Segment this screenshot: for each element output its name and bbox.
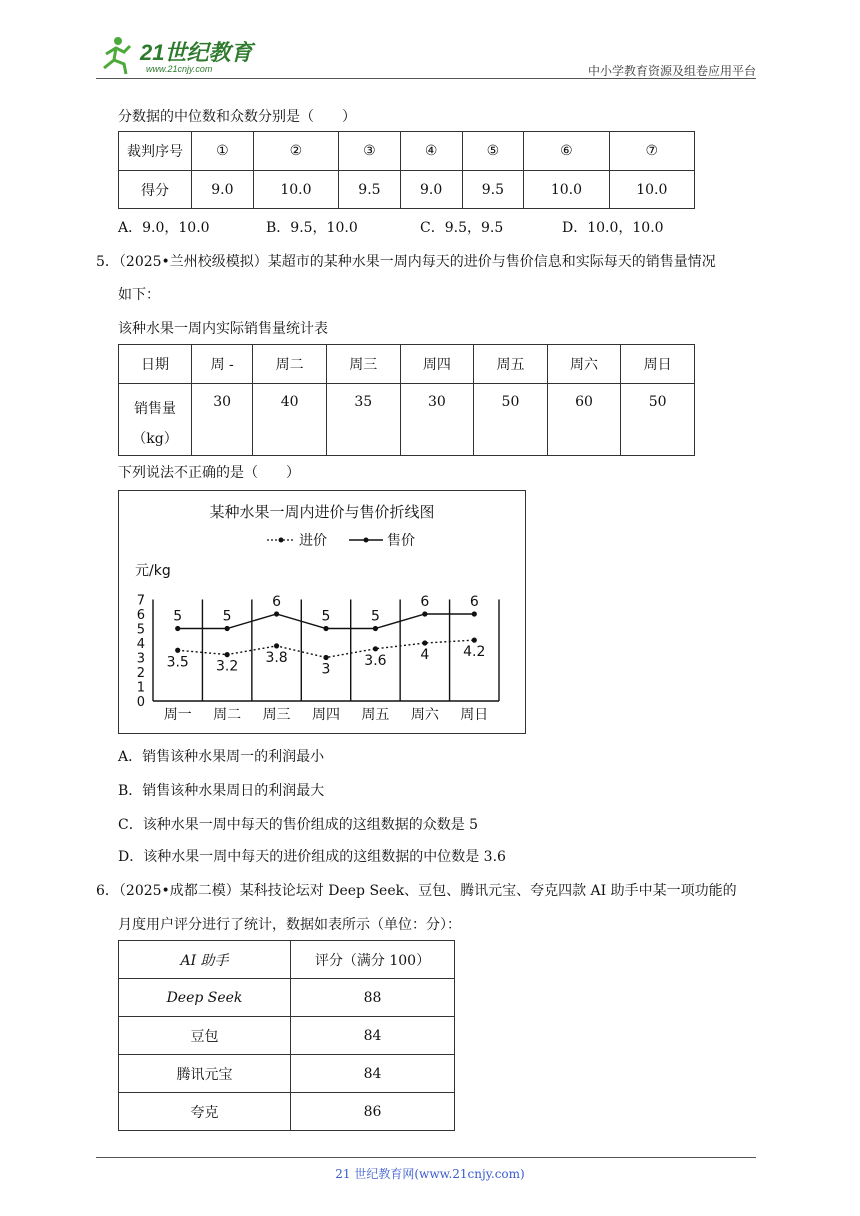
data-point <box>373 646 378 651</box>
y-axis-label: 元/kg <box>135 563 171 579</box>
site-logo <box>96 34 276 78</box>
chart-svg <box>119 491 525 733</box>
q4-lead: 分数据的中位数和众数分别是（ ） <box>118 109 356 125</box>
x-tick-label: 周日 <box>460 707 489 723</box>
table-cell: 豆包 <box>119 1017 291 1055</box>
table-cell: 50 <box>474 384 548 456</box>
footer-divider <box>96 1157 756 1158</box>
x-tick-label: 周六 <box>410 707 439 723</box>
data-point <box>274 611 279 616</box>
data-point <box>422 640 427 645</box>
table-row <box>119 979 455 1017</box>
table-cell: 周 - <box>192 345 253 384</box>
x-tick-label: 周二 <box>213 707 242 723</box>
y-tick-label: 1 <box>136 680 145 696</box>
table-cell: 40 <box>253 384 327 456</box>
q5-stem-line2: 如下： <box>118 287 160 303</box>
purchase-price-line <box>178 640 475 657</box>
table-cell: 日期 <box>119 345 192 384</box>
table-cell: 9.0 <box>400 171 462 209</box>
data-point <box>323 655 328 660</box>
table-row <box>119 1093 455 1131</box>
table-cell: 评分（满分 100） <box>291 941 455 979</box>
option-c: C．9.5，9.5 <box>420 220 504 236</box>
q5-prompt: 下列说法不正确的是（ ） <box>118 465 300 481</box>
table-cell: 84 <box>291 1017 455 1055</box>
table-cell: 88 <box>291 979 455 1017</box>
table-cell: 腾讯元宝 <box>119 1055 291 1093</box>
x-tick-label: 周五 <box>361 707 390 723</box>
table-cell: ⑦ <box>609 132 694 171</box>
x-tick-label: 周四 <box>312 707 340 723</box>
data-point <box>373 626 378 631</box>
table-cell: ④ <box>400 132 462 171</box>
option-d: D．10.0，10.0 <box>562 220 664 236</box>
q4-score-table <box>118 131 695 209</box>
legend-marker-sale <box>364 538 369 543</box>
y-tick-label: 4 <box>136 637 145 652</box>
footer-text: 21 世纪教育网(www.21cnjy.com) <box>335 1167 525 1181</box>
table-row <box>119 384 695 456</box>
data-point <box>323 626 328 631</box>
q5-option-d: D．该种水果一周中每天的进价组成的这组数据的中位数是 3.6 <box>118 849 506 865</box>
svg-text:www.21cnjy.com: www.21cnjy.com <box>146 64 213 74</box>
y-tick-label: 6 <box>136 608 145 623</box>
data-label: 6 <box>469 594 479 610</box>
sales-label: 销售量 <box>134 401 176 417</box>
data-label: 4 <box>420 647 430 663</box>
table-row <box>119 941 455 979</box>
table-cell: 周二 <box>253 345 327 384</box>
data-label: 5 <box>370 608 380 625</box>
table-row <box>119 1055 455 1093</box>
data-label: 3.6 <box>364 652 387 669</box>
table-row <box>119 171 695 209</box>
data-point <box>472 638 477 643</box>
data-point <box>225 626 230 631</box>
data-point <box>175 648 180 653</box>
header-divider <box>96 78 756 79</box>
chart-title: 某种水果一周内进价与售价折线图 <box>209 503 435 521</box>
q5-stem-line1: 5．（2025•兰州校级模拟）某超市的某种水果一周内每天的进价与售价信息和实际每天的销售量情况 <box>96 254 716 270</box>
table-cell: 10.0 <box>524 171 609 209</box>
y-tick-label: 3 <box>136 651 145 667</box>
table-cell: ① <box>192 132 254 171</box>
sales-unit: （kg） <box>132 431 178 447</box>
y-tick-label: 2 <box>136 666 145 681</box>
data-point <box>472 611 477 616</box>
table-cell: 得分 <box>119 171 192 209</box>
data-label: 3.5 <box>166 654 189 671</box>
data-label: 3 <box>321 661 331 678</box>
data-point <box>225 652 230 657</box>
table-cell: 周五 <box>474 345 548 384</box>
data-point <box>422 611 427 616</box>
table-cell: 60 <box>547 384 621 456</box>
price-line-chart <box>118 490 526 734</box>
table-row <box>119 345 695 384</box>
table-row <box>119 132 695 171</box>
table-cell: 86 <box>291 1093 455 1131</box>
y-tick-label: 7 <box>136 593 145 609</box>
table-cell: 35 <box>326 384 400 456</box>
data-label: 5 <box>173 608 183 625</box>
table-cell: ⑥ <box>524 132 609 171</box>
table-cell: 夸克 <box>119 1093 291 1131</box>
data-label: 3.8 <box>265 649 288 666</box>
x-tick-label: 周三 <box>262 707 291 723</box>
y-tick-label: 5 <box>136 622 145 638</box>
q5-option-c: C．该种水果一周中每天的售价组成的这组数据的众数是 5 <box>118 817 479 833</box>
table-cell: 10.0 <box>609 171 694 209</box>
table-cell: Deep Seek <box>119 979 291 1017</box>
table-cell: 9.5 <box>462 171 524 209</box>
table-cell: 9.0 <box>192 171 254 209</box>
platform-name: 中小学教育资源及组卷应用平台 <box>587 64 756 78</box>
data-point <box>274 643 279 648</box>
q5-sales-table <box>118 344 695 456</box>
option-b: B．9.5，10.0 <box>266 220 358 236</box>
data-label: 4.2 <box>463 644 486 661</box>
table-row <box>119 1017 455 1055</box>
table-cell: 10.0 <box>253 171 338 209</box>
option-a: A．9.0，10.0 <box>118 220 210 236</box>
data-label: 5 <box>222 608 232 625</box>
runner-icon <box>104 37 130 74</box>
data-label: 6 <box>272 594 282 610</box>
table-cell: 周三 <box>326 345 400 384</box>
legend-label: 进价 <box>299 533 327 549</box>
table-cell: 周四 <box>400 345 474 384</box>
table-cell: 84 <box>291 1055 455 1093</box>
table-cell: 周日 <box>621 345 695 384</box>
table-cell <box>119 384 192 456</box>
q6-stem-line2: 月度用户评分进行了统计，数据如表所示（单位：分）： <box>118 917 461 933</box>
table-cell: 30 <box>400 384 474 456</box>
q5-table-title: 该种水果一周内实际销售量统计表 <box>118 321 328 337</box>
q6-rating-table <box>118 940 455 1131</box>
legend-marker-purchase <box>279 538 284 543</box>
table-cell: 周六 <box>547 345 621 384</box>
y-tick-label: 0 <box>136 695 145 710</box>
table-cell: ③ <box>339 132 401 171</box>
x-tick-label: 周一 <box>163 707 192 723</box>
table-cell: ② <box>253 132 338 171</box>
svg-text:21世纪教育: 21世纪教育 <box>140 40 253 65</box>
table-cell: 9.5 <box>339 171 401 209</box>
q6-stem-line1: 6．（2025•成都二模）某科技论坛对 Deep Seek、豆包、腾讯元宝、夸克四款 AI 助手中某一项功能的 <box>96 883 737 899</box>
table-cell: AI 助手 <box>119 941 291 979</box>
table-cell: 裁判序号 <box>119 132 192 171</box>
data-label: 5 <box>321 608 331 625</box>
table-cell: 30 <box>192 384 253 456</box>
data-point <box>175 626 180 631</box>
table-cell: ⑤ <box>462 132 524 171</box>
legend-label: 售价 <box>387 533 415 549</box>
q5-option-b: B．销售该种水果周日的利润最大 <box>118 783 325 799</box>
data-label: 3.2 <box>216 658 239 675</box>
table-cell: 50 <box>621 384 695 456</box>
data-label: 6 <box>420 594 430 610</box>
q5-option-a: A．销售该种水果周一的利润最小 <box>118 749 325 765</box>
